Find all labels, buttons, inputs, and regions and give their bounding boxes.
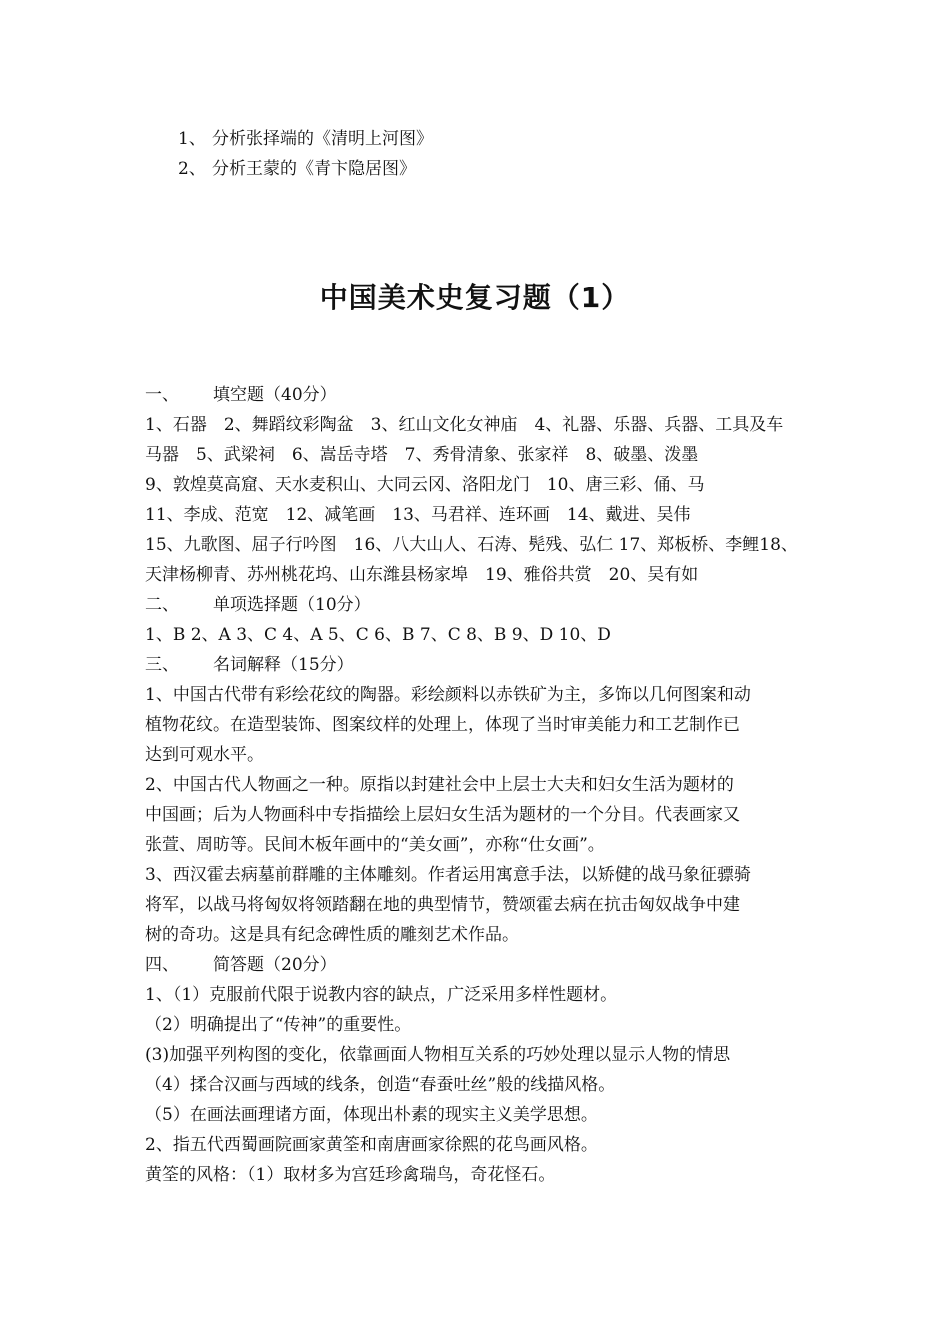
section-heading-terms (145, 650, 810, 680)
section-number: 三、 (145, 655, 179, 675)
short-answer-line: （2）明确提出了“传神”的重要性。 (145, 1015, 412, 1035)
fill-in-answer-line: 9、敦煌莫高窟、天水麦积山、大同云冈、洛阳龙门 10、唐三彩、俑、马 (145, 475, 705, 495)
short-answer-line: （4）揉合汉画与西域的线条，创造“春蚕吐丝”般的线描风格。 (145, 1075, 616, 1095)
list-item-number: 2、 (178, 159, 206, 179)
term-answer-line: 达到可观水平。 (145, 745, 264, 765)
term-answer-line: 1、中国古代带有彩绘花纹的陶器。彩绘颜料以赤铁矿为主，多饰以几何图案和动 (145, 685, 751, 705)
short-answer-line: （5）在画法画理诸方面，体现出朴素的现实主义美学思想。 (145, 1105, 598, 1125)
list-item (178, 124, 433, 154)
fill-in-answer-line: 马器 5、武梁祠 6、嵩岳寺塔 7、秀骨清象、张家祥 8、破墨、泼墨 (145, 445, 699, 465)
fill-in-answer-line: 1、石器 2、舞蹈纹彩陶盆 3、红山文化女神庙 4、礼器、乐器、兵器、工具及车 (145, 415, 784, 435)
section-number: 一、 (145, 385, 179, 405)
term-answer-line: 2、中国古代人物画之一种。原指以封建社会中上层士大夫和妇女生活为题材的 (145, 775, 734, 795)
choice-answer-line: 1、B 2、A 3、C 4、A 5、C 6、B 7、C 8、B 9、D 10、D (145, 625, 611, 645)
section-label: 简答题（20分） (213, 955, 337, 975)
short-answer-line: 1、（1）克服前代限于说教内容的缺点，广泛采用多样性题材。 (145, 985, 618, 1005)
term-answer-line: 3、西汉霍去病墓前群雕的主体雕刻。作者运用寓意手法，以矫健的战马象征骠骑 (145, 865, 751, 885)
short-answer-line: (3)加强平列构图的变化，依靠画面人物相互关系的巧妙处理以显示人物的情思 (145, 1045, 731, 1065)
list-item-text: 分析王蒙的《青卞隐居图》 (212, 159, 416, 179)
term-answer-line: 张萱、周昉等。民间木板年画中的“美女画”，亦称“仕女画”。 (145, 835, 605, 855)
fill-in-answer-line: 11、李成、范宽 12、减笔画 13、马君祥、连环画 14、戴进、吴伟 (145, 505, 691, 525)
term-answer-line: 植物花纹。在造型装饰、图案纹样的处理上，体现了当时审美能力和工艺制作已 (145, 715, 740, 735)
list-item-text: 分析张择端的《清明上河图》 (212, 129, 433, 149)
fill-in-answer-line: 15、九歌图、屈子行吟图 16、八大山人、石涛、髡残、弘仁 17、郑板桥、李鲤18、 (145, 535, 798, 555)
short-answer-line: 黄筌的风格：（1）取材多为宫廷珍禽瑞鸟，奇花怪石。 (145, 1165, 556, 1185)
term-answer-line: 树的奇功。这是具有纪念碑性质的雕刻艺术作品。 (145, 925, 519, 945)
list-item-number: 1、 (178, 129, 206, 149)
analysis-question-list (178, 124, 433, 184)
fill-in-answer-line: 天津杨柳青、苏州桃花坞、山东潍县杨家埠 19、雅俗共赏 20、吴有如 (145, 565, 699, 585)
section-label: 填空题（40分） (213, 385, 337, 405)
section-heading-fill-in (145, 380, 810, 410)
section-label: 名词解释（15分） (213, 655, 354, 675)
section-heading-short-answer (145, 950, 810, 980)
section-number: 四、 (145, 955, 179, 975)
section-heading-choice (145, 590, 810, 620)
term-answer-line: 将军，以战马将匈奴将领踏翻在地的典型情节，赞颂霍去病在抗击匈奴战争中建 (145, 895, 740, 915)
answer-key-body (145, 380, 810, 1190)
page-title: 中国美术史复习题（1） (319, 281, 631, 314)
section-number: 二、 (145, 595, 179, 615)
list-item (178, 154, 433, 184)
section-label: 单项选择题（10分） (213, 595, 371, 615)
term-answer-line: 中国画；后为人物画科中专指描绘上层妇女生活为题材的一个分目。代表画家又 (145, 805, 740, 825)
short-answer-line: 2、指五代西蜀画院画家黄筌和南唐画家徐熙的花鸟画风格。 (145, 1135, 598, 1155)
